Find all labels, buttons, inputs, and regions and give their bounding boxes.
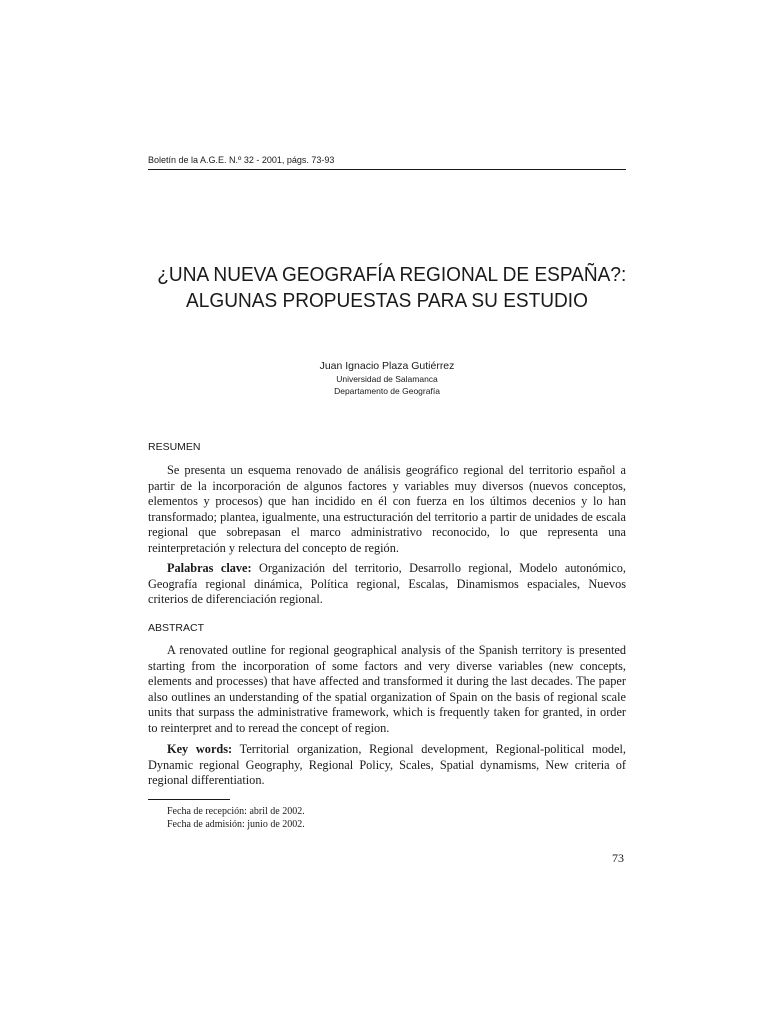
footnote-rule [148, 799, 230, 800]
resumen-heading: RESUMEN [148, 441, 201, 453]
footnotes [167, 805, 467, 831]
author-block [240, 359, 534, 397]
resumen-keywords-label: Palabras clave: [167, 561, 252, 575]
running-header: Boletín de la A.G.E. N.º 32 - 2001, págs. 73-93 [148, 155, 626, 170]
title-line-1: ¿UNA NUEVA GEOGRAFÍA REGIONAL DE ESPAÑA?: [157, 263, 627, 286]
author-name: Juan Ignacio Plaza Gutiérrez [319, 360, 455, 372]
title-line-2: ALGUNAS PROPUESTAS PARA SU ESTUDIO [186, 289, 588, 312]
resumen-keywords-list: Organización del territorio, Desarrollo regional, Modelo autonómico, Geografía regional dinámica, Política regional, Escalas, Dinamismos espaciales, Nuevos criterios de diferenciación regional. [148, 561, 626, 606]
article-title [157, 262, 627, 314]
footnote-received: Fecha de recepción: abril de 2002. [167, 806, 305, 817]
footnote-accepted: Fecha de admisión: junio de 2002. [167, 819, 305, 830]
abstract-keywords-list: Territorial organization, Regional development, Regional-political model, Dynamic regional Geography, Regional Policy, Scales, Spatial dynamisms, New criteria of regional differentiation. [148, 742, 626, 787]
resumen-keywords [148, 561, 626, 608]
abstract-text: A renovated outline for regional geographical analysis of the Spanish territory is presented starting from the incorporation of some factors and very diverse variables (new concepts, elements and processes) that have affected and transformed it during the last decades. The paper also outlines an understanding of the spatial organization of Spain on the basis of regional scale units that surpass the administrative framework, which is frequently taken for granted, in order to reinterpret and to reread the concept of region. [148, 643, 626, 735]
abstract-keywords-label: Key words: [167, 742, 233, 756]
abstract-keywords [148, 742, 626, 789]
resumen-text: Se presenta un esquema renovado de análisis geográfico regional del territorio español a partir de la incorporación de algunos factores y variables muy diversos (nuevos conceptos, elementos y procesos) que han incidido en él con fuerza en los últimos decenios y lo han transformado; plantea, igualmente, una estructuración del territorio a partir de unidades de escala regional que sobrepasan el marco administrativo reconocido, lo que representa una reinterpretación y relectura del concepto de región. [148, 463, 626, 555]
author-department: Departamento de Geografía [334, 386, 440, 396]
page-number: 73 [612, 851, 624, 865]
author-university: Universidad de Salamanca [336, 374, 438, 384]
abstract-heading: ABSTRACT [148, 622, 205, 634]
